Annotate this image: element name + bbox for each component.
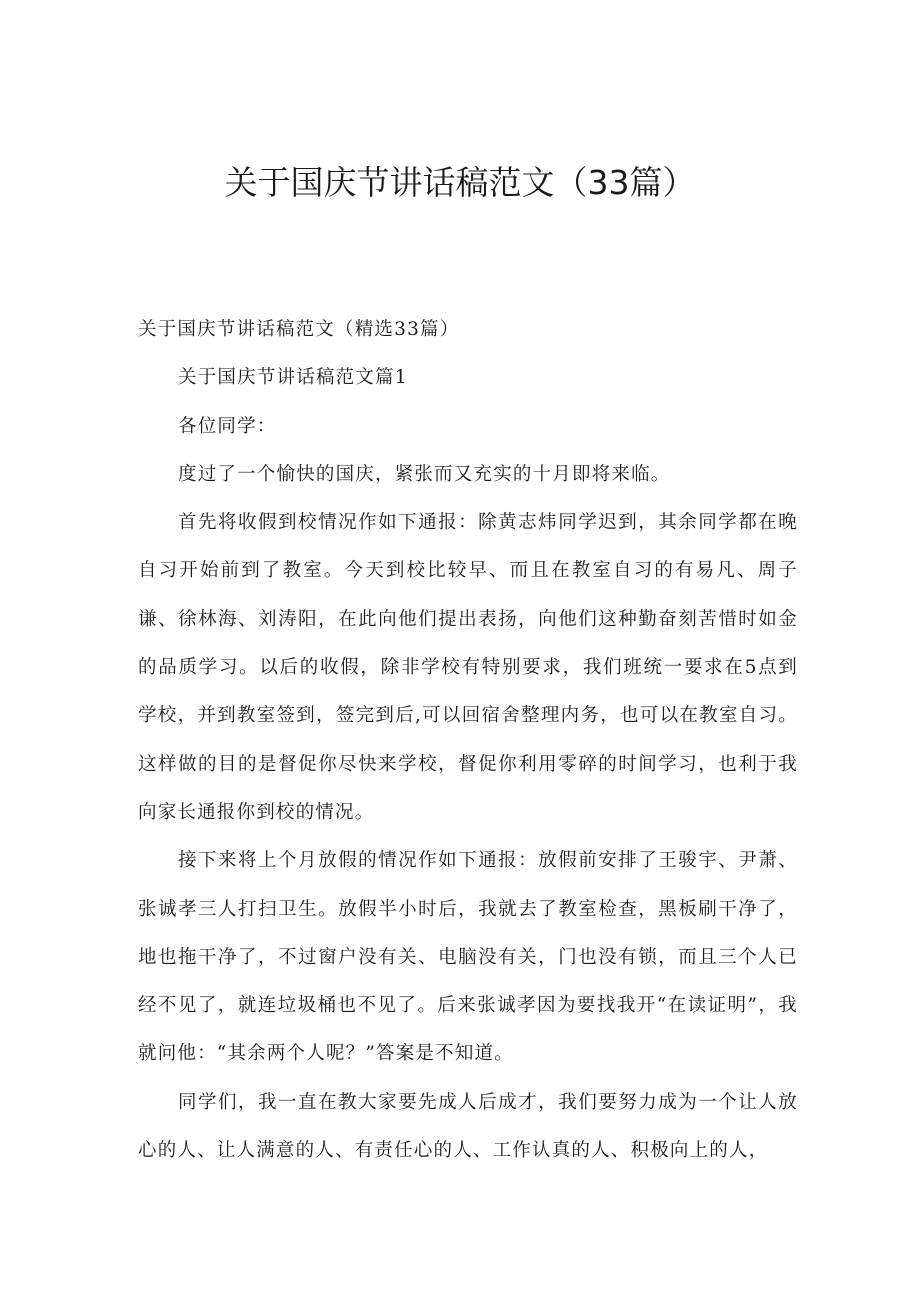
paragraph: 首先将收假到校情况作如下通报：除黄志炜同学迟到，其余同学都在晚自习开始前到了教室。今天到校比较早、而且在教室自习的有易凡、周子谦、徐林海、刘涛阳，在此向他们提出表扬，向他们这种勤奋刻苦惜时如金的品质学习。以后的收假，除非学校有特别要求，我们班统一要求在5点到学校，并到教室签到，签完到后,可以回宿舍整理内务，也可以在教室自习。这样做的目的是督促你尽快来学校，督促你利用零碎的时间学习，也利于我向家长通报你到校的情况。 bbox=[138, 512, 798, 823]
document-subtitle: 关于国庆节讲话稿范文（精选33篇） bbox=[138, 319, 460, 340]
paragraph: 接下来将上个月放假的情况作如下通报：放假前安排了王骏宇、尹萧、张诚孝三人打扫卫生。放假半小时后，我就去了教室检查，黑板刷干净了，地也拖干净了，不过窗户没有关、电脑没有关，门也没有锁，而且三个人已经不见了，就连垃圾桶也不见了。后来张诚孝因为要找我开“在读证明”，我就问他：“其余两个人呢？”答案是不知道。 bbox=[138, 850, 798, 1065]
section-heading: 关于国庆节讲话稿范文篇1 bbox=[178, 367, 408, 389]
paragraph: 同学们，我一直在教大家要先成人后成才，我们要努力成为一个让人放心的人、让人满意的人、有责任心的人、工作认真的人、积极向上的人， bbox=[138, 1091, 798, 1162]
document-title: 关于国庆节讲话稿范文（33篇） bbox=[224, 163, 696, 202]
document-body bbox=[138, 306, 798, 1175]
salutation: 各位同学： bbox=[178, 415, 277, 437]
paragraph: 度过了一个愉快的国庆，紧张而又充实的十月即将来临。 bbox=[178, 463, 671, 485]
